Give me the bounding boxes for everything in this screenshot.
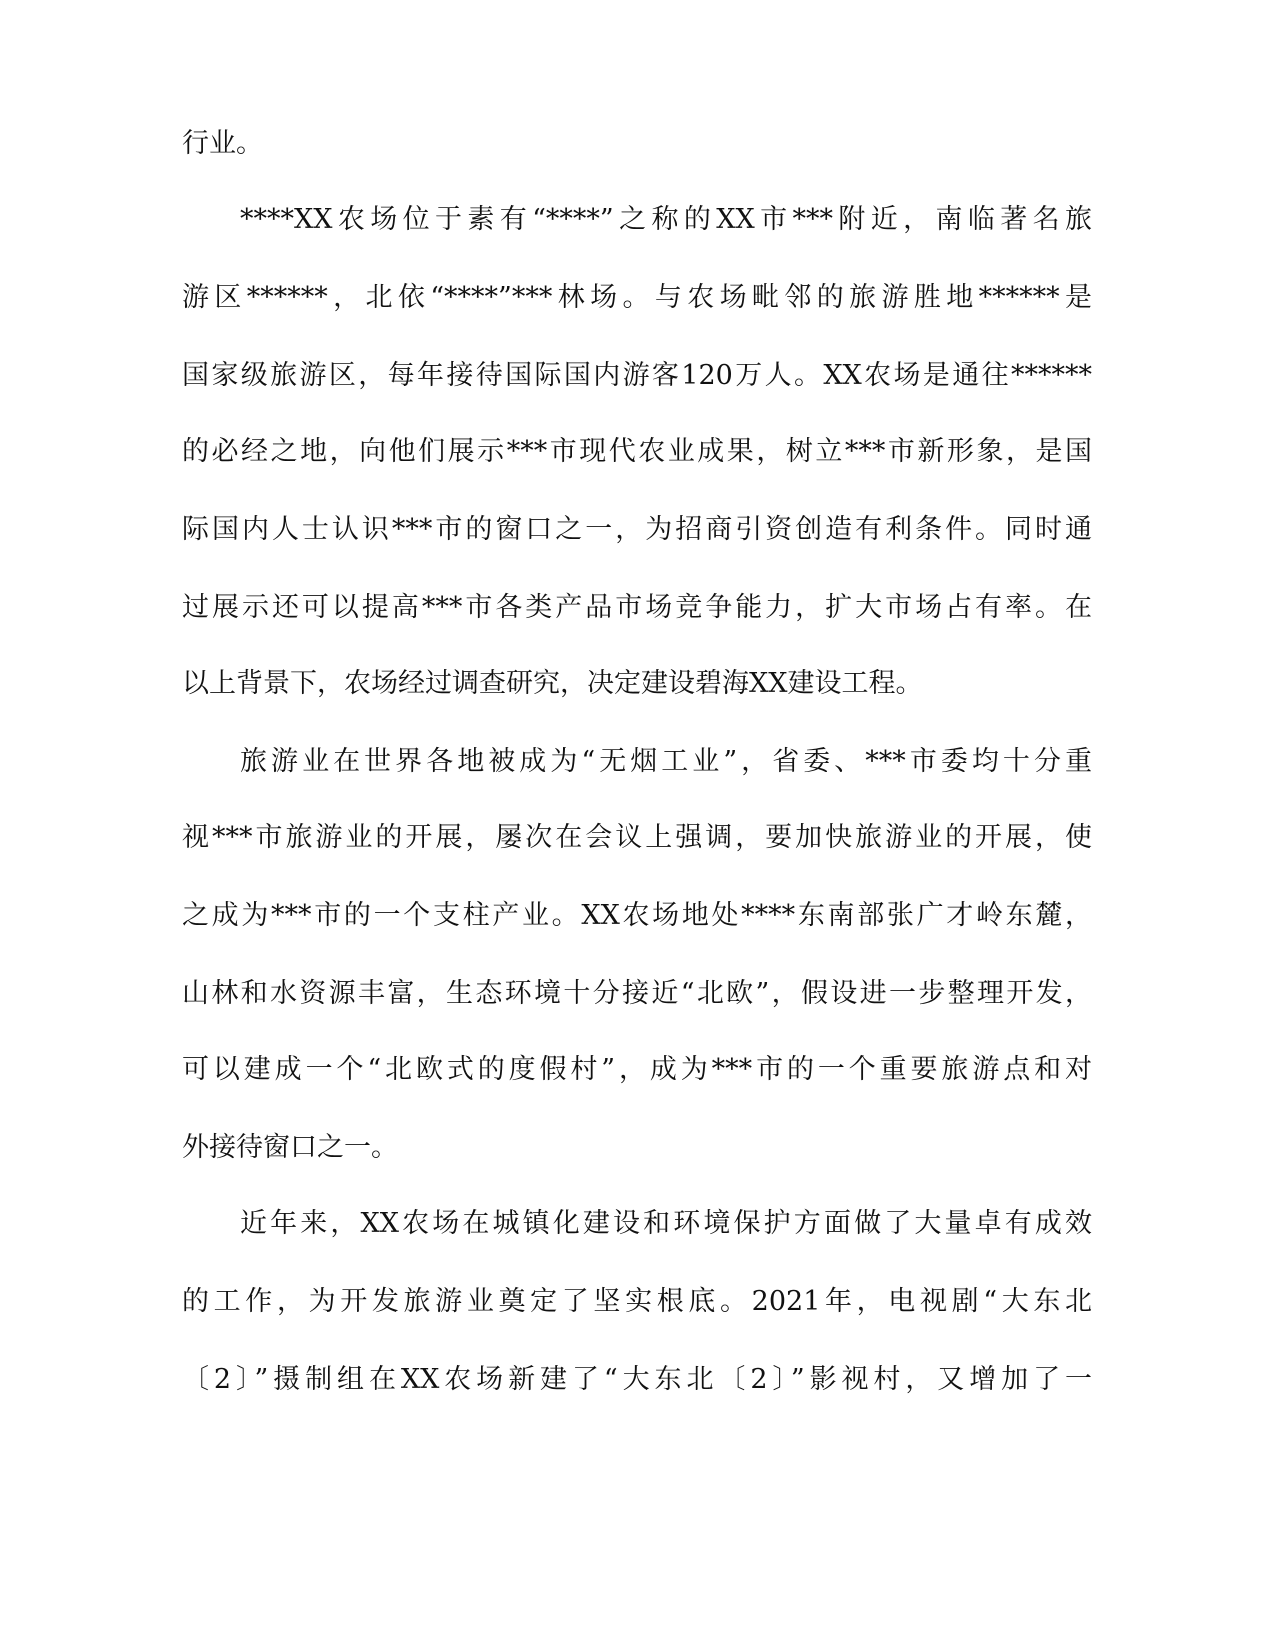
text-line: 的工作，为开发旅游业奠定了坚实根底。2021年，电视剧“大东北 [182, 1286, 1092, 1317]
text-line: 际国内人士认识***市的窗口之一，为招商引资创造有利条件。同时通 [182, 514, 1092, 545]
text-line: 山林和水资源丰富，生态环境十分接近“北欧”，假设进一步整理开发， [182, 978, 1092, 1009]
text-line: 近年来，XX农场在城镇化建设和环境保护方面做了大量卓有成效 [240, 1208, 1092, 1239]
text-line: 之成为***市的一个支柱产业。XX农场地处****东南部张广才岭东麓， [182, 900, 1092, 931]
text-line: 行业。 [182, 128, 263, 159]
text-line: 旅游业在世界各地被成为“无烟工业”，省委、***市委均十分重 [240, 746, 1092, 777]
text-line: 国家级旅游区，每年接待国际国内游客120万人。XX农场是通往****** [182, 360, 1092, 391]
text-line: 的必经之地，向他们展示***市现代农业成果，树立***市新形象，是国 [182, 436, 1092, 467]
text-line: 外接待窗口之一。 [182, 1132, 398, 1163]
text-line: 游区******，北依“****”***林场。与农场毗邻的旅游胜地******是 [182, 282, 1092, 313]
text-line: 过展示还可以提高***市各类产品市场竞争能力，扩大市场占有率。在 [182, 592, 1092, 623]
text-line: 视***市旅游业的开展，屡次在会议上强调，要加快旅游业的开展，使 [182, 822, 1092, 853]
text-line: ****XX农场位于素有“****”之称的XX市***附近，南临著名旅 [240, 204, 1092, 235]
text-line: 〔2〕”摄制组在XX农场新建了“大东北〔2〕”影视村，又增加了一 [182, 1364, 1092, 1395]
text-line: 可以建成一个“北欧式的度假村”，成为***市的一个重要旅游点和对 [182, 1054, 1092, 1085]
text-line: 以上背景下，农场经过调查研究，决定建设碧海XX建设工程。 [182, 668, 923, 699]
